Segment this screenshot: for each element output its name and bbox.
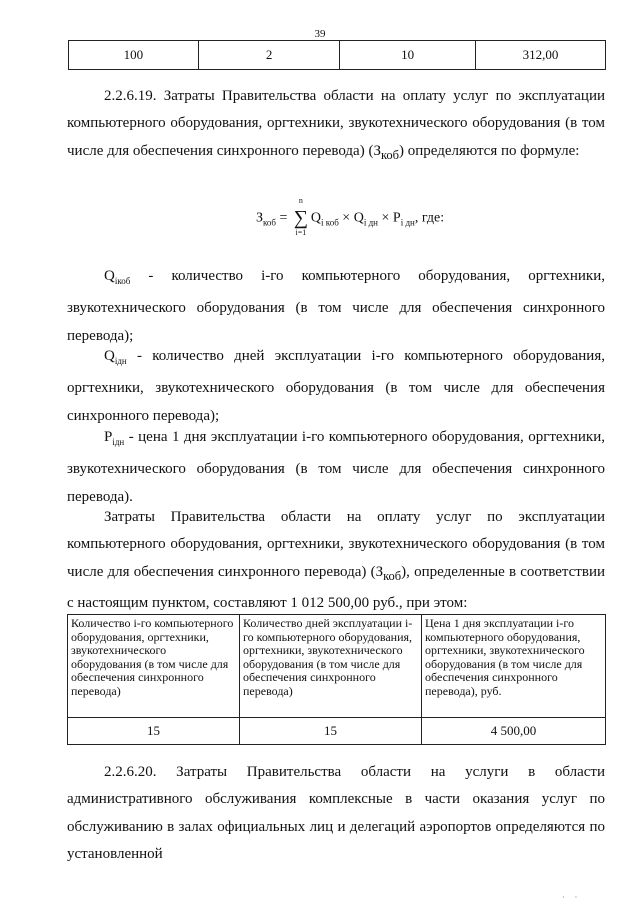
formula-lhs: З: [256, 210, 264, 226]
def-symbol: P: [104, 429, 113, 445]
section-20-text: 2.2.6.20. Затраты Правительства области на услуги в области административного обслуживания комплексные в части оказания услуг по обслуживанию в залах официальных лиц и делегаций аэропортов определяются по установленной: [67, 764, 605, 862]
table-header-row: [68, 615, 606, 718]
sum-lower-limit: i=1: [295, 228, 307, 237]
def-symbol: Q: [104, 348, 115, 364]
table-cell: 4 500,00: [422, 718, 606, 745]
table-row: [69, 41, 606, 70]
table-header-cell: Количество i-го компьютерного оборудования, оргтехники, звукотехнического оборудования (в том числе для обеспечения синхронного перевода): [68, 615, 240, 718]
intro-text: 2.2.6.19. Затраты Правительства области на оплату услуг по эксплуатации компьютерного оборудования, оргтехники, звукотехнического оборудования (в том числе для обеспечения синхронного перевода) (З: [67, 88, 605, 159]
formula-times-2: ×: [377, 210, 393, 226]
section-19-summary: [67, 504, 605, 617]
summation: [291, 196, 311, 237]
summary-subscript: коб: [383, 568, 402, 583]
top-table: [68, 40, 606, 70]
formula-term-3-sub: i дн: [400, 217, 415, 228]
formula-term-3: P: [392, 210, 401, 226]
scan-mark: · ·: [562, 893, 582, 902]
table-cell: 15: [240, 718, 422, 745]
def-text: - количество дней эксплуатации i-го компьютерного оборудования, оргтехники, звукотехнического оборудования (в том числе для обеспечения синхронного перевода);: [67, 348, 605, 424]
formula-term-2: Q: [353, 210, 364, 226]
def-subscript: iдн: [114, 356, 127, 366]
summary-end-text: ), определенные в соответствии с настоящим пунктом, составляют 1 012 500,00 руб., при этом:: [67, 563, 605, 611]
definition-q-dn: [67, 343, 605, 430]
def-text: - цена 1 дня эксплуатации i-го компьютерного оборудования, оргтехники, звукотехнического оборудования (в том числе для обеспечения синхронного перевода).: [67, 429, 605, 505]
table-cell: 100: [69, 41, 199, 70]
sigma-symbol: ∑: [293, 207, 309, 229]
table-header-cell: Цена 1 дня эксплуатации i-го компьютерного оборудования, оргтехники, звукотехнического оборудования (в том числе для обеспечения синхронного перевода), руб.: [422, 615, 606, 718]
formula-term-1: Q: [310, 210, 322, 226]
intro-end-text: ) определяются по формуле:: [399, 142, 580, 159]
formula-lhs-sub: коб: [263, 217, 277, 228]
section-19-intro: [67, 83, 605, 169]
formula-term-2-sub: i дн: [363, 217, 378, 228]
formula-term-1-sub: i коб: [321, 217, 339, 228]
cost-formula: [256, 196, 445, 237]
formula-equals: =: [276, 210, 291, 226]
def-subscript: iдн: [112, 437, 125, 447]
table-cell: 10: [340, 41, 476, 70]
table-cell: 15: [68, 718, 240, 745]
formula-times-1: ×: [338, 210, 354, 226]
formula-tail: , где:: [414, 210, 445, 226]
definition-q-kob: [67, 263, 605, 350]
table-header-cell: Количество дней эксплуатации i-го компьютерного оборудования, оргтехники, звукотехнического оборудования (в том числе для обеспечения синхронного перевода): [240, 615, 422, 718]
page-number: 39: [314, 28, 326, 40]
definition-p-dn: [67, 424, 605, 511]
intro-subscript: коб: [380, 147, 400, 162]
table-cell: 2: [198, 41, 340, 70]
summary-text: Затраты Правительства области на оплату услуг по эксплуатации компьютерного оборудования, оргтехники, звукотехнического оборудования (в том числе для обеспечения синхронного перевода) (З: [67, 509, 605, 580]
sum-upper-limit: n: [298, 196, 303, 205]
section-20: [67, 759, 605, 868]
table-row: [68, 718, 606, 745]
table-cell: 312,00: [476, 41, 606, 70]
cost-table: [67, 614, 606, 745]
def-text: - количество i-го компьютерного оборудования, оргтехники, звукотехнического оборудования (в том числе для обеспечения синхронного перевода);: [67, 268, 605, 344]
def-symbol: Q: [104, 268, 115, 284]
def-subscript: iкоб: [114, 276, 131, 286]
